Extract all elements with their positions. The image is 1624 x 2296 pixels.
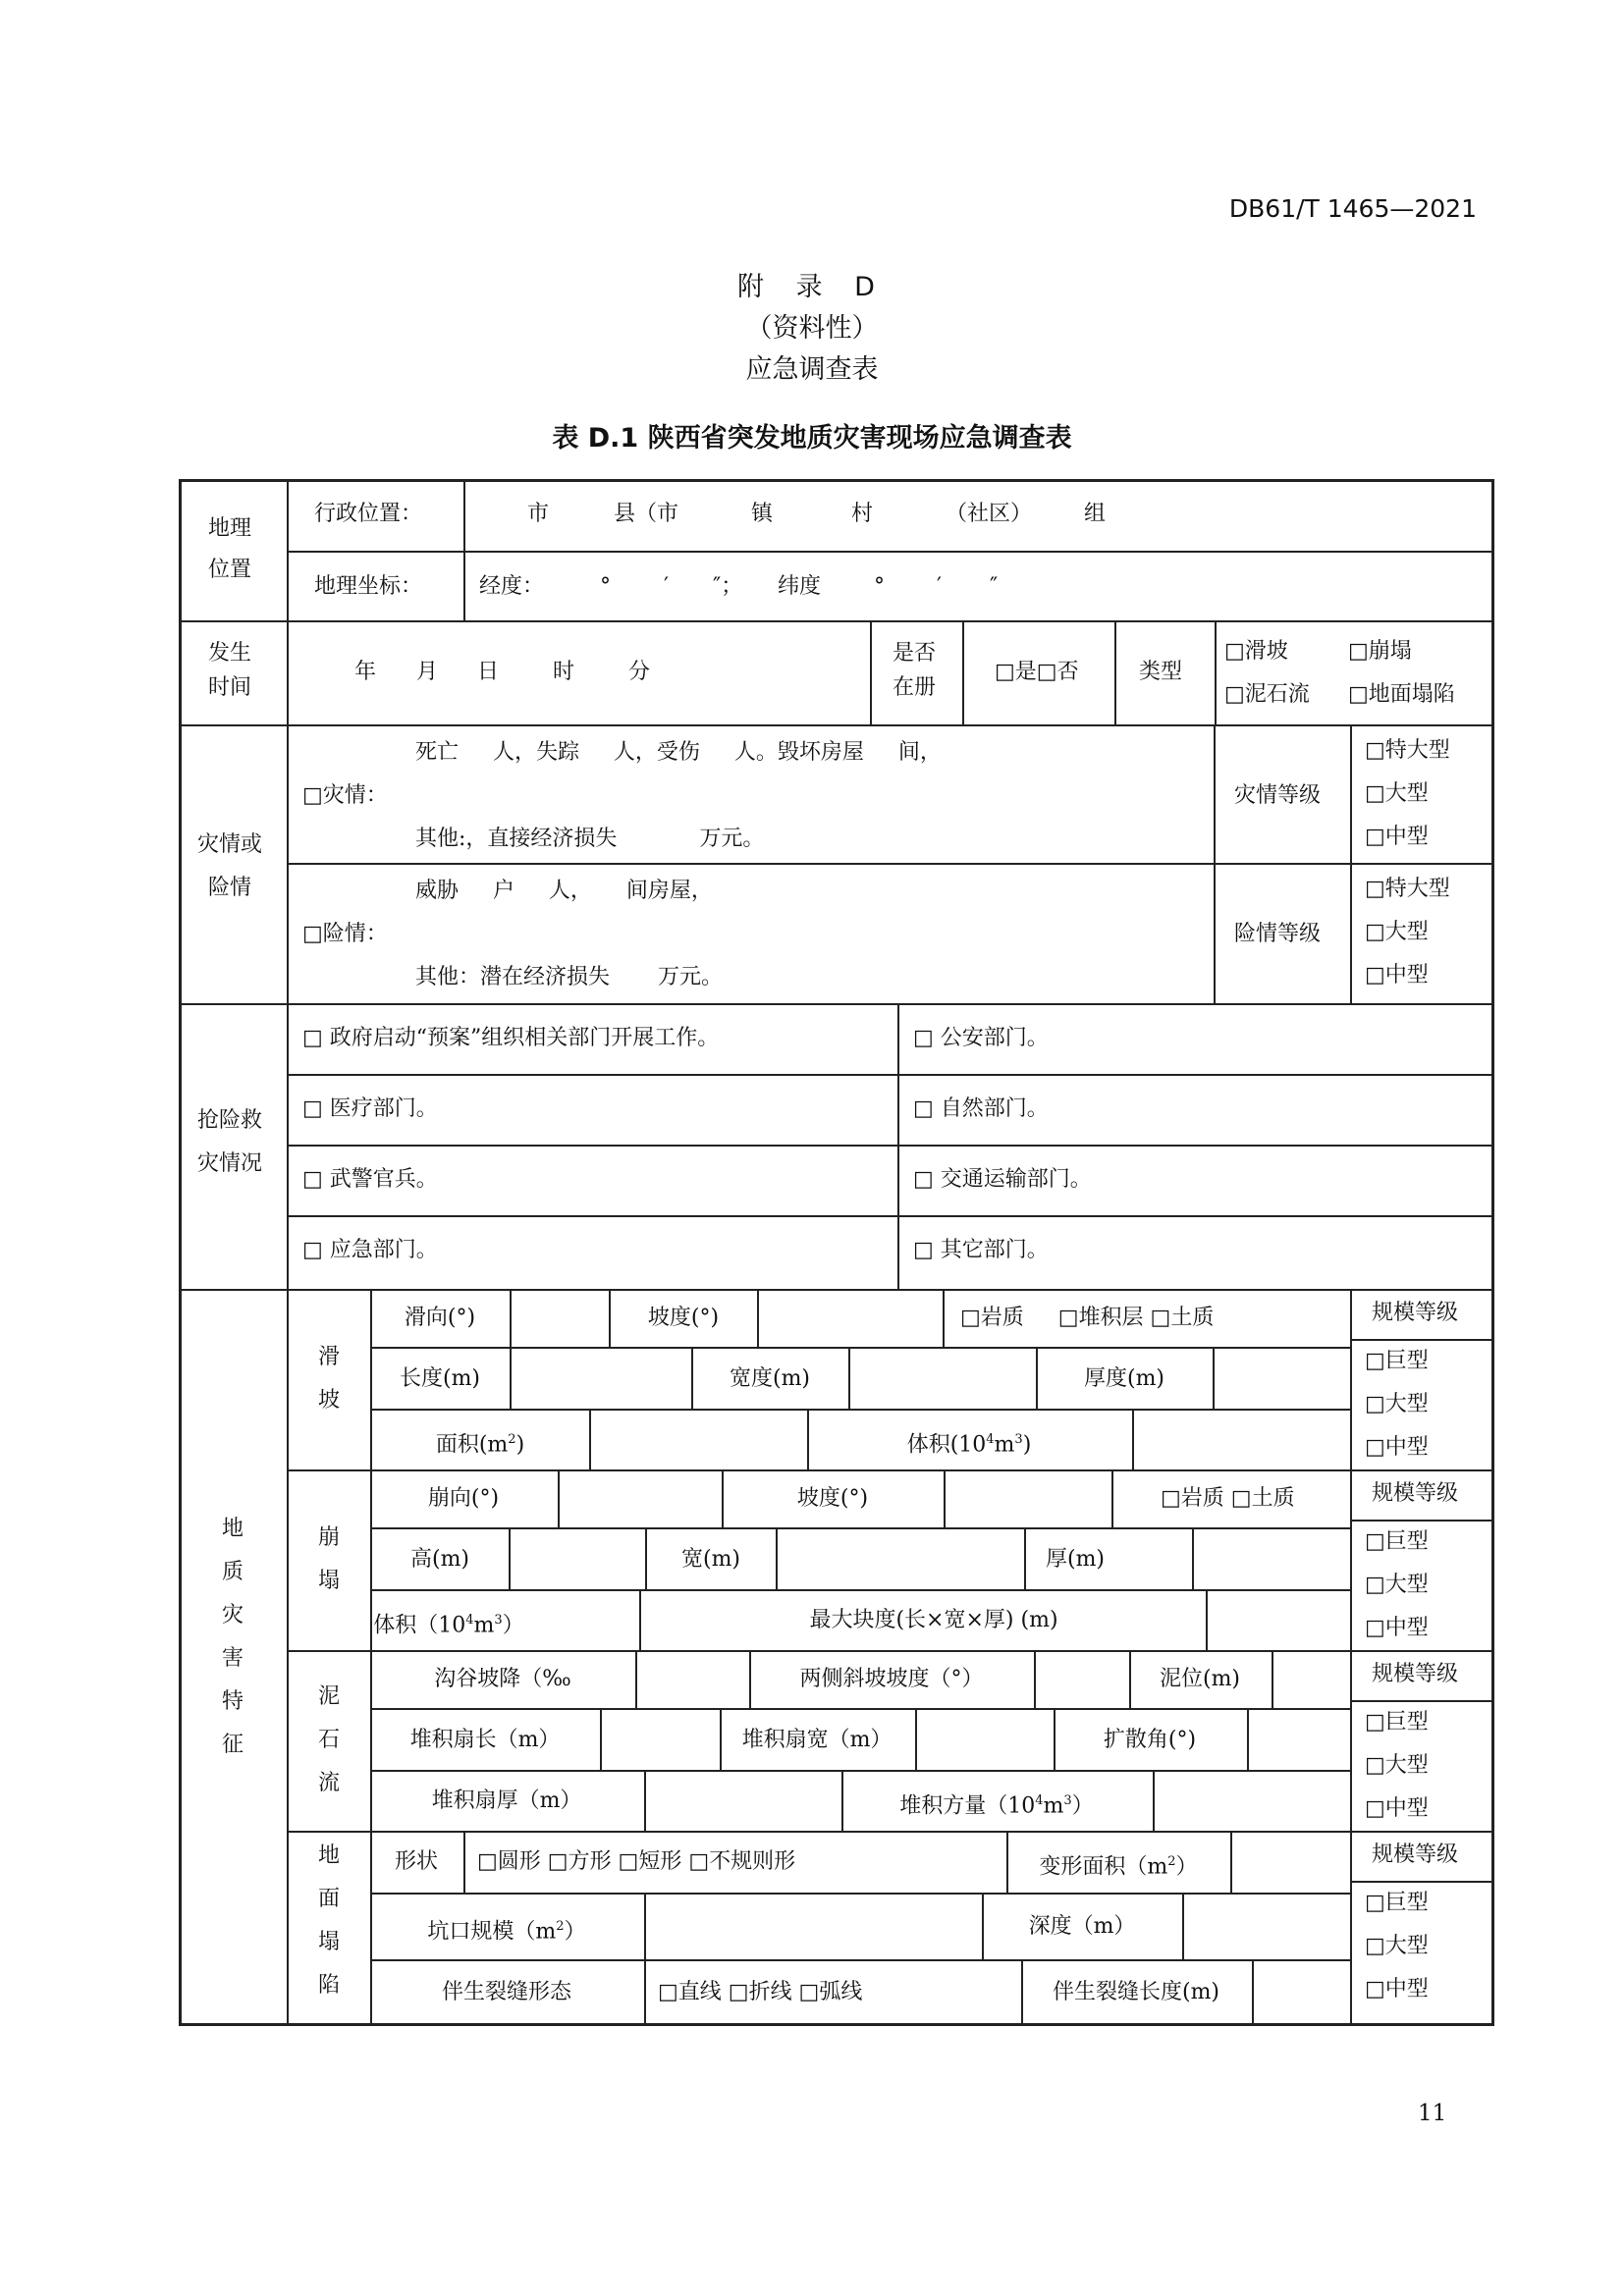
appendix-subtitle: 应急调查表 — [745, 354, 879, 385]
geo-label-line2: 位置 — [208, 558, 252, 582]
type-landslide-checkbox[interactable]: □滑坡 — [1224, 639, 1288, 664]
debris-volume-label: 堆积方量$(10^4m^3)$ — [899, 1793, 1094, 1819]
features-char: 地 — [221, 1517, 244, 1541]
time-month[interactable]: 月 — [416, 660, 439, 684]
collapse-direction-label: 崩向(°) — [427, 1486, 500, 1511]
subsidence-label-char: 地 — [317, 1843, 340, 1868]
subsidence-shape-label: 形状 — [394, 1849, 439, 1874]
disaster-label-line1: 灾情或 — [197, 832, 263, 857]
collapse-slope-label: 坡度(°) — [796, 1486, 869, 1511]
features-char: 特 — [221, 1689, 244, 1714]
debris-side-slope-label: 两侧斜坡坡度（°） — [799, 1667, 984, 1691]
rescue-armed-police[interactable]: □ 武警官兵。 — [302, 1167, 438, 1192]
slide-width-label: 宽度(m) — [729, 1366, 811, 1391]
danger-grade-large[interactable]: □大型 — [1365, 920, 1429, 944]
appendix-title: 附 录 D — [737, 272, 887, 302]
collapse-width-label: 宽(m) — [680, 1547, 741, 1572]
slide-scale-title: 规模等级 — [1372, 1301, 1459, 1325]
rescue-label-line1: 抢险救 — [197, 1108, 263, 1133]
subsidence-label-char: 陷 — [317, 1973, 340, 1998]
collapse-scale-medium[interactable]: □中型 — [1365, 1616, 1429, 1640]
disaster-grade-medium[interactable]: □中型 — [1365, 825, 1429, 849]
type-debris-flow-checkbox[interactable]: □泥石流 — [1224, 682, 1310, 707]
casualty-line: 死亡 人，失踪 人，受伤 人。毁坏房屋 间， — [415, 740, 942, 765]
debris-label-char: 泥 — [317, 1684, 340, 1709]
collapse-volume-label: 体积$(10^4m^3)$ — [373, 1613, 524, 1638]
rescue-transport[interactable]: □ 交通运输部门。 — [913, 1167, 1092, 1192]
longitude-second[interactable]: ″； — [713, 574, 743, 599]
debris-scale-medium[interactable]: □中型 — [1365, 1796, 1429, 1821]
admin-city[interactable]: 市 — [527, 502, 550, 526]
occur-label-line2: 时间 — [208, 675, 252, 700]
potential-loss-line: 其他：潜在经济损失 万元。 — [415, 965, 723, 989]
latitude-minute[interactable]: ′ — [937, 574, 942, 599]
geo-label-line1: 地理 — [208, 516, 252, 541]
debris-fan-length-label: 堆积扇长（m） — [409, 1728, 561, 1752]
slide-scale-huge[interactable]: □巨型 — [1365, 1349, 1429, 1373]
slide-scale-medium[interactable]: □中型 — [1365, 1435, 1429, 1460]
subsidence-scale-huge[interactable]: □巨型 — [1365, 1891, 1429, 1915]
longitude-label: 经度： — [479, 574, 545, 599]
disaster-grade-label: 灾情等级 — [1234, 783, 1322, 808]
rescue-medical[interactable]: □ 医疗部门。 — [302, 1096, 438, 1121]
disaster-label-line2: 险情 — [208, 876, 252, 900]
coordinate-label: 地理坐标： — [314, 574, 423, 599]
time-year[interactable]: 年 — [354, 660, 377, 684]
slide-scale-large[interactable]: □大型 — [1365, 1392, 1429, 1416]
debris-label-char: 流 — [317, 1771, 340, 1795]
registered-options[interactable]: □是□否 — [995, 660, 1079, 684]
slide-area-label: 面积$(m^2)$ — [435, 1432, 525, 1458]
collapse-max-block-label: 最大块度(长×宽×厚) (m) — [809, 1608, 1058, 1632]
disaster-grade-large[interactable]: □大型 — [1365, 781, 1429, 806]
danger-checkbox[interactable]: □险情： — [302, 922, 388, 946]
type-subsidence-checkbox[interactable]: □地面塌陷 — [1348, 682, 1455, 707]
rescue-other[interactable]: □ 其它部门。 — [913, 1238, 1049, 1262]
debris-mud-level-label: 泥位(m) — [1159, 1667, 1241, 1691]
latitude-label: 纬度 — [778, 574, 822, 599]
longitude-minute[interactable]: ′ — [664, 574, 669, 599]
latitude-degree[interactable]: ° — [874, 574, 885, 599]
collapse-material-options[interactable]: □岩质 □土质 — [1161, 1486, 1295, 1511]
appendix-nature: （资料性） — [745, 313, 879, 344]
debris-spread-angle-label: 扩散角(°) — [1103, 1728, 1197, 1752]
table-title: 表 D.1 陕西省突发地质灾害现场应急调查表 — [552, 423, 1072, 454]
slide-length-label: 长度(m) — [399, 1366, 481, 1391]
debris-scale-huge[interactable]: □巨型 — [1365, 1710, 1429, 1735]
debris-fan-thickness-label: 堆积扇厚（m） — [431, 1789, 582, 1813]
subsidence-crack-length-label: 伴生裂缝长度(m) — [1052, 1980, 1220, 2004]
collapse-height-label: 高(m) — [409, 1547, 470, 1572]
rescue-label-line2: 灾情况 — [197, 1151, 263, 1176]
time-minute[interactable]: 分 — [628, 660, 651, 684]
threat-line: 威胁 户 人， 间房屋， — [415, 879, 713, 903]
debris-label-char: 石 — [317, 1728, 340, 1752]
collapse-scale-huge[interactable]: □巨型 — [1365, 1529, 1429, 1554]
slide-thickness-label: 厚度(m) — [1083, 1366, 1165, 1391]
subsidence-label-char: 塌 — [317, 1930, 340, 1954]
type-collapse-checkbox[interactable]: □崩塌 — [1348, 639, 1412, 664]
collapse-label-char: 塌 — [317, 1569, 340, 1593]
slide-volume-label: 体积$(10^4m^3)$ — [906, 1432, 1032, 1458]
slide-material-options[interactable]: □岩质 □堆积层 □土质 — [960, 1306, 1215, 1330]
latitude-second[interactable]: ″ — [990, 574, 999, 599]
admin-location-label: 行政位置： — [314, 502, 423, 526]
subsidence-deformation-area-label: 变形面积$(m^2)$ — [1039, 1854, 1198, 1880]
collapse-thickness-label: 厚(m) — [1045, 1547, 1106, 1572]
standard-code: DB61/T 1465—2021 — [1228, 194, 1477, 223]
time-hour[interactable]: 时 — [553, 660, 575, 684]
collapse-scale-title: 规模等级 — [1372, 1481, 1459, 1506]
subsidence-crack-form-label: 伴生裂缝形态 — [441, 1980, 572, 2004]
rescue-government-plan[interactable]: □ 政府启动“预案”组织相关部门开展工作。 — [302, 1026, 720, 1050]
registered-label-line1: 是否 — [893, 641, 937, 666]
longitude-degree[interactable]: ° — [600, 574, 611, 599]
debris-scale-large[interactable]: □大型 — [1365, 1753, 1429, 1778]
slide-label-char: 坡 — [317, 1388, 340, 1413]
slide-label-char: 滑 — [317, 1345, 340, 1369]
admin-county[interactable]: 县（市 — [614, 502, 679, 526]
admin-village[interactable]: 村 — [851, 502, 874, 526]
features-char: 质 — [221, 1560, 244, 1584]
admin-town[interactable]: 镇 — [751, 502, 774, 526]
rescue-police[interactable]: □ 公安部门。 — [913, 1026, 1049, 1050]
rescue-emergency[interactable]: □ 应急部门。 — [302, 1238, 438, 1262]
subsidence-scale-large[interactable]: □大型 — [1365, 1934, 1429, 1958]
subsidence-crack-form-options[interactable]: □直线 □折线 □弧线 — [658, 1980, 863, 2004]
subsidence-label-char: 面 — [317, 1887, 340, 1911]
disaster-grade-extra-large[interactable]: □特大型 — [1365, 738, 1450, 763]
danger-grade-medium[interactable]: □中型 — [1365, 963, 1429, 988]
collapse-label-char: 崩 — [317, 1525, 340, 1550]
debris-fan-width-label: 堆积扇宽（m） — [741, 1728, 893, 1752]
direct-loss-line: 其他:，直接经济损失 万元。 — [415, 827, 765, 851]
debris-gully-gradient-label: 沟谷坡降（‰ — [434, 1667, 571, 1691]
slide-slope-label: 坡度(°) — [647, 1306, 720, 1330]
type-label: 类型 — [1139, 660, 1183, 684]
subsidence-scale-title: 规模等级 — [1372, 1842, 1459, 1867]
debris-scale-title: 规模等级 — [1372, 1662, 1459, 1686]
collapse-scale-large[interactable]: □大型 — [1365, 1573, 1429, 1597]
subsidence-pit-scale-label: 坑口规模$(m^2)$ — [427, 1919, 586, 1945]
features-char: 征 — [221, 1733, 244, 1757]
time-day[interactable]: 日 — [477, 660, 500, 684]
subsidence-shape-options[interactable]: □圆形 □方形 □短形 □不规则形 — [477, 1849, 796, 1874]
admin-group[interactable]: 组 — [1084, 502, 1107, 526]
features-char: 灾 — [221, 1603, 244, 1628]
slide-direction-label: 滑向(°) — [404, 1306, 476, 1330]
rescue-natural-resources[interactable]: □ 自然部门。 — [913, 1096, 1049, 1121]
occur-label-line1: 发生 — [208, 641, 252, 666]
subsidence-scale-medium[interactable]: □中型 — [1365, 1977, 1429, 2002]
admin-community[interactable]: （社区） — [946, 502, 1033, 526]
registered-label-line2: 在册 — [893, 675, 937, 700]
danger-grade-extra-large[interactable]: □特大型 — [1365, 877, 1450, 901]
disaster-checkbox[interactable]: □灾情： — [302, 783, 388, 808]
danger-grade-label: 险情等级 — [1234, 922, 1322, 946]
subsidence-depth-label: 深度（m） — [1028, 1914, 1136, 1939]
page-number: 11 — [1418, 2101, 1447, 2126]
features-char: 害 — [221, 1646, 244, 1671]
